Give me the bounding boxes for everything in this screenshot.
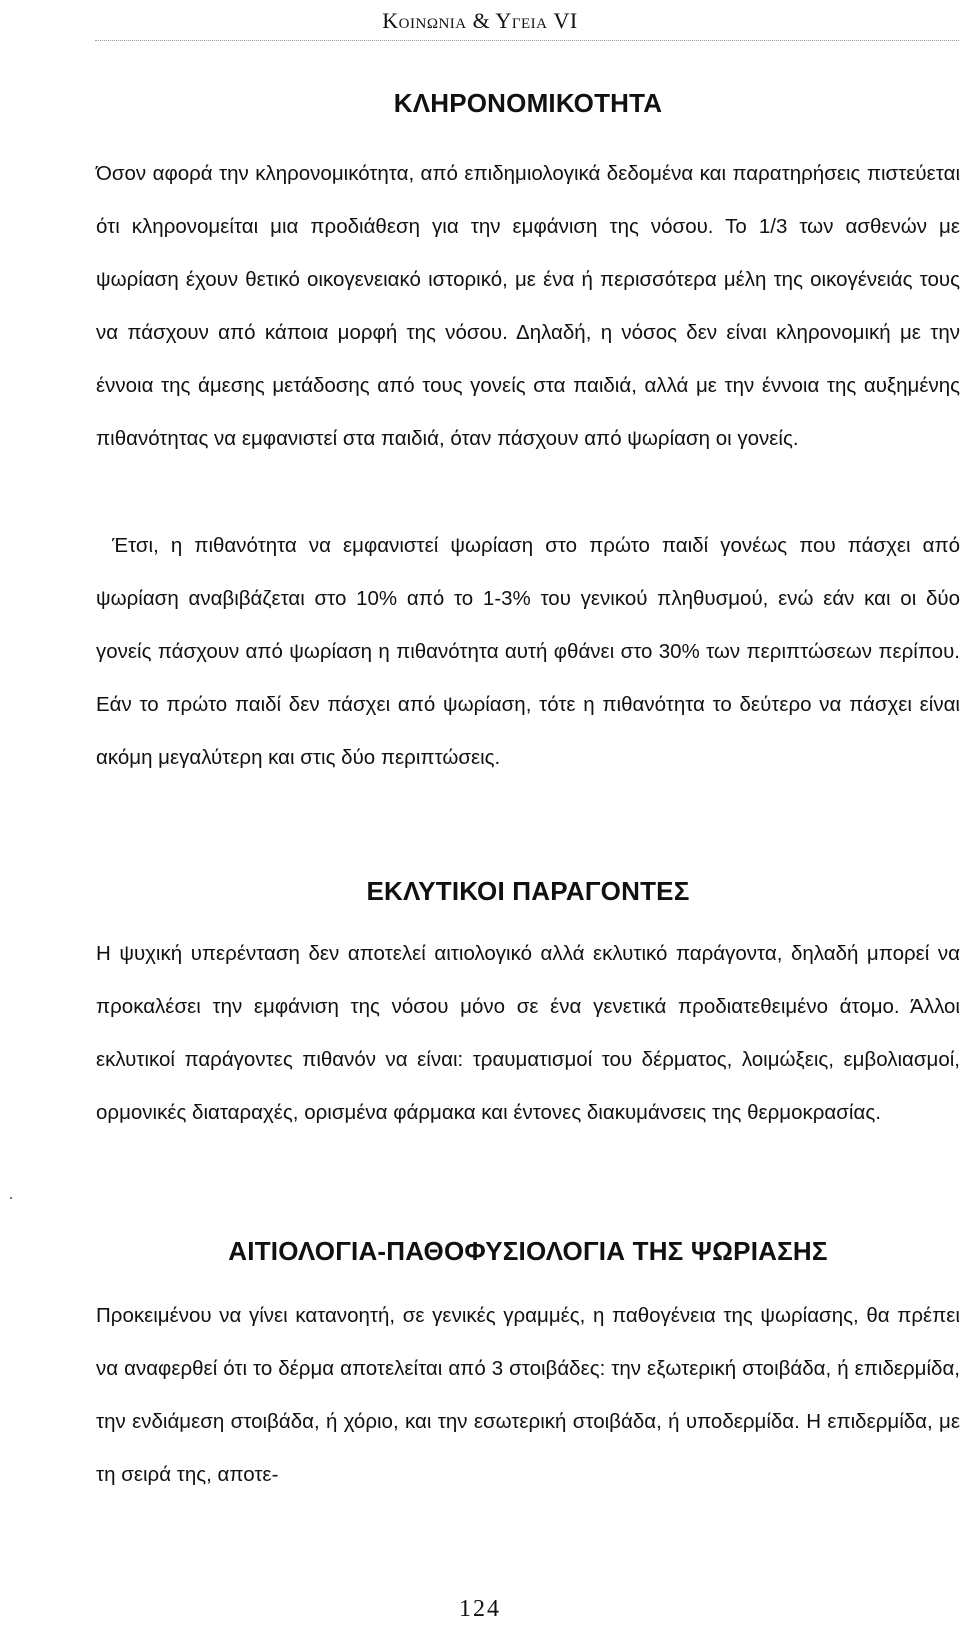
paragraph-triggering-factors: Η ψυχική υπερένταση δεν αποτελεί αιτιολογικό αλλά εκλυτικό παράγοντα, δηλαδή μπορεί να προκαλέσει την εμφάνιση της νόσου μόνο σε ένα γενετικά προδιατεθειμένο άτομο. Άλλοι εκλυτικοί παράγοντες πιθανόν να είναι: τραυματισμοί του δέρματος, λοιμώξεις, εμβολιασμοί, ορμονικές διαταραχές, ορισμένα φάρμακα και έντονες διακυμάνσεις της θερμοκρασίας. (96, 942, 960, 1124)
paragraph-heredity-2: Έτσι, η πιθανότητα να εμφανιστεί ψωρίαση στο πρώτο παιδί γονέως που πάσχει από ψωρίαση αναβιβάζεται στο 10% από το 1-3% του γενικού πληθυσμού, ενώ εάν και οι δύο γονείς πάσχουν από ψωρίαση η πιθανότητα αυτή φθάνει στο 30% των περιπτώσεων περίπου. Εάν το πρώτο παιδί δεν πάσχει από ψωρίαση, τότε η πιθανότητα το δεύτερο να πάσχει είναι ακόμη μεγαλύτερη και στις δύο περιπτώσεις. (96, 534, 960, 769)
paragraph-heredity-1: Όσον αφορά την κληρονομικότητα, από επιδημιολογικά δεδομένα και παρατηρήσεις πιστεύεται ότι κληρονομείται μια προδιάθεση για την εμφάνιση της νόσου. Το 1/3 των ασθενών με ψωρίαση έχουν θετικό οικογενειακό ιστορικό, με ένα ή περισσότερα μέλη της οικογένειάς τους να πάσχουν από κάποια μορφή της νόσου. Δηλαδή, η νόσος δεν είναι κληρονομική με την έννοια της άμεσης μετάδοσης από τους γονείς στα παιδιά, αλλά με την έννοια της αυξημένης πιθανότητας να εμφανιστεί στα παιδιά, όταν πάσχουν από ψωρίαση οι γονείς. (96, 162, 960, 450)
header-rule (95, 40, 960, 41)
page-number: 124 (459, 1596, 501, 1622)
section-title-etiology: ΑΙΤΙΟΛΟΓΙΑ-ΠΑΘΟΦΥΣΙΟΛΟΓΙΑ ΤΗΣ ΨΩΡΙΑΣΗΣ (228, 1236, 828, 1266)
section-title-triggering-factors: ΕΚΛΥΤΙΚΟΙ ΠΑΡΑΓΟΝΤΕΣ (366, 876, 690, 906)
paragraph-etiology: Προκειμένου να γίνει κατανοητή, σε γενικές γραμμές, η παθογένεια της ψωρίασης, θα πρέπει να αναφερθεί ότι το δέρμα αποτελείται από 3 στοιβάδες: την εξωτερική στοιβάδα, ή επιδερμίδα, την ενδιάμεση στοιβάδα, ή χόριο, και την εσωτερική στοιβάδα, ή υποδερμίδα. Η επιδερμίδα, με τη σειρά της, αποτε- (96, 1304, 960, 1486)
scan-speck (10, 1197, 12, 1199)
running-header: Κοινωνια & Υγεια VI (382, 8, 578, 33)
section-title-heredity: ΚΛΗΡΟΝΟΜΙΚΟΤΗΤΑ (393, 88, 663, 118)
